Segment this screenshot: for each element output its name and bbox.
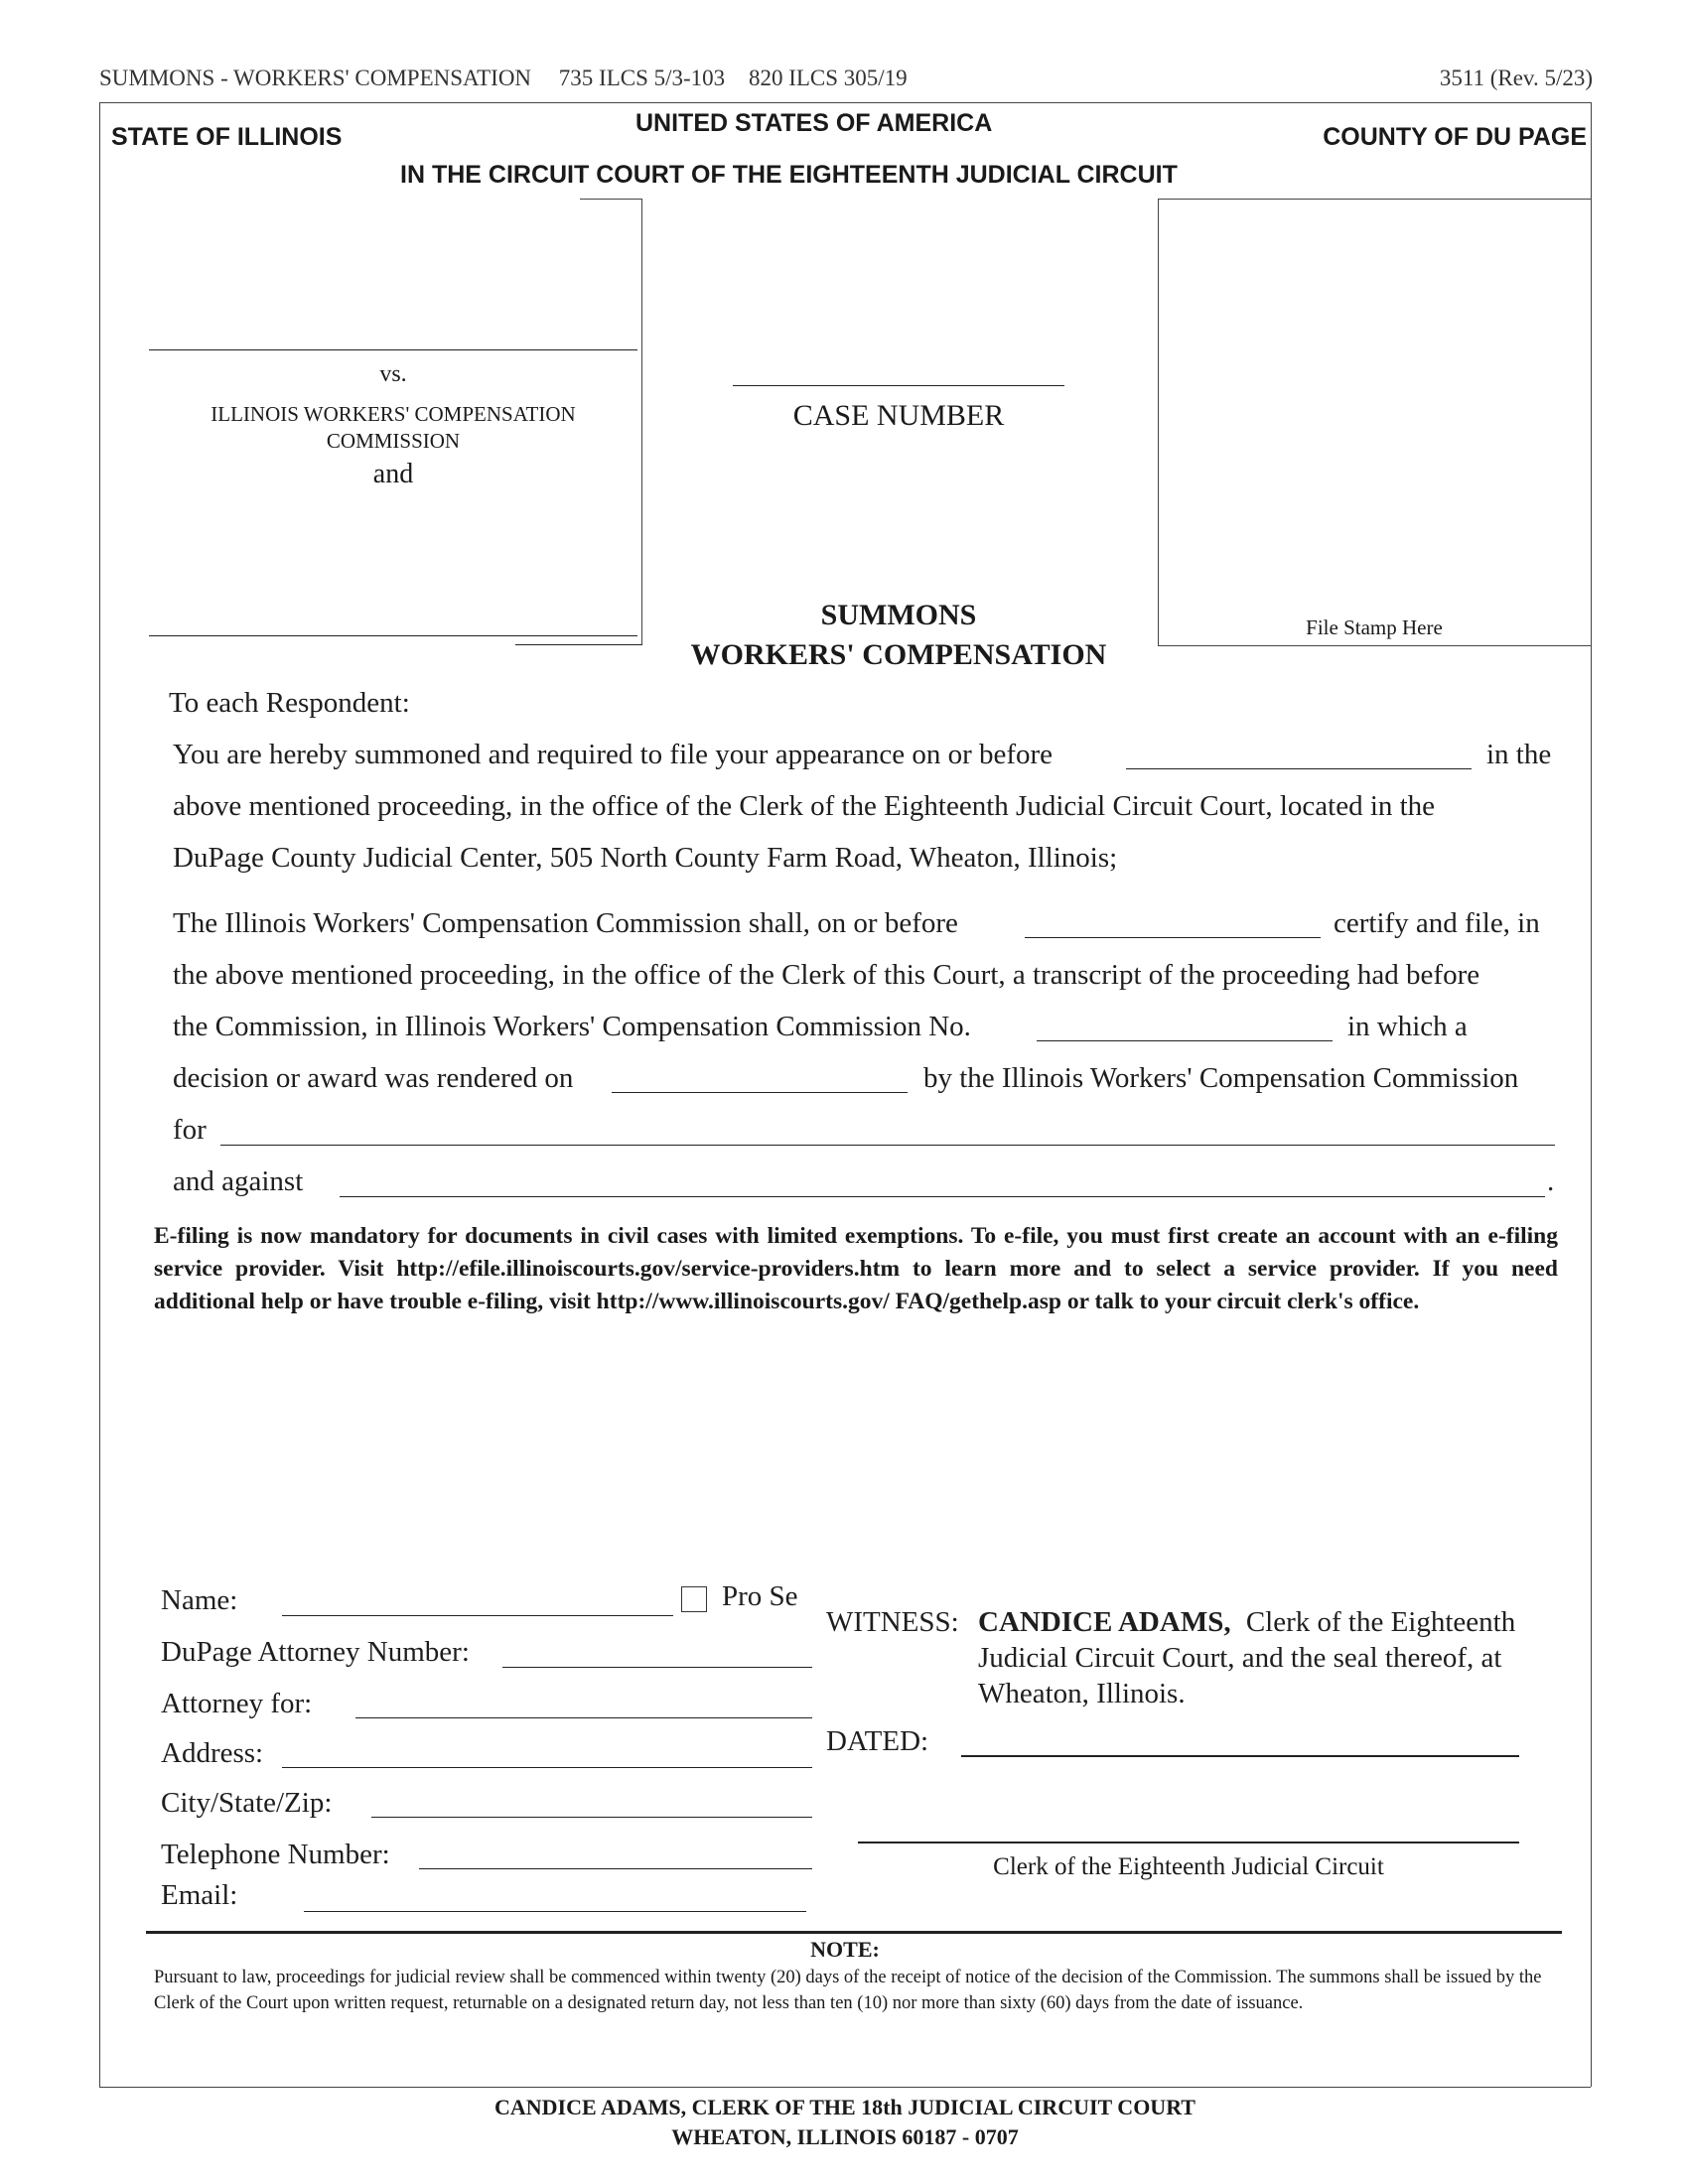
pro-se-label: Pro Se: [722, 1580, 798, 1612]
form-number: 3511 (Rev. 5/23): [1439, 66, 1593, 90]
telephone-field[interactable]: [419, 1839, 810, 1868]
country-heading: UNITED STATES OF AMERICA: [635, 109, 993, 137]
county-heading: COUNTY OF DU PAGE: [1323, 123, 1587, 151]
petitioner-line: [149, 349, 637, 350]
decision-text: decision or award was rendered on: [173, 1062, 574, 1094]
email-line: [304, 1911, 806, 1912]
commission-text-line-2: the above mentioned proceeding, in the office of the Clerk of this Court, a transcript of the proceeding had before: [173, 959, 1480, 991]
co-respondent-line: [149, 635, 637, 636]
summons-subtitle: WORKERS' COMPENSATION: [690, 638, 1107, 671]
petitioner-field[interactable]: [149, 316, 635, 345]
against-label: and against: [173, 1165, 304, 1197]
for-party-line: [220, 1145, 1555, 1146]
decision-date-field[interactable]: [612, 1060, 906, 1090]
city-state-zip-label: City/State/Zip:: [161, 1787, 333, 1819]
appearance-text-end: in the: [1486, 739, 1552, 770]
statute-reference: 735 ILCS 5/3-103: [558, 66, 726, 90]
form-title: SUMMONS - WORKERS' COMPENSATION: [99, 66, 532, 90]
clerk-name: CANDICE ADAMS,: [978, 1606, 1231, 1638]
city-state-zip-line: [371, 1817, 812, 1818]
state-heading: STATE OF ILLINOIS: [111, 123, 343, 151]
commission-text-end: certify and file, in: [1334, 907, 1540, 939]
dated-line: [961, 1755, 1519, 1757]
file-stamp-label: File Stamp Here: [1306, 615, 1443, 639]
for-party-field[interactable]: [220, 1114, 1553, 1144]
commission-text: The Illinois Workers' Compensation Commission shall, on or before: [173, 907, 958, 939]
frame-top: [99, 102, 1591, 103]
witness-line-3: Wheaton, Illinois.: [978, 1678, 1186, 1709]
witness-line-2: Judicial Circuit Court, and the seal thereof, at: [978, 1642, 1502, 1674]
dated-label: DATED:: [826, 1725, 929, 1757]
footer-clerk: CANDICE ADAMS, CLERK OF THE 18th JUDICIAL CIRCUIT COURT: [494, 2095, 1196, 2119]
vs-label: vs.: [379, 361, 407, 387]
appearance-text-line-2: above mentioned proceeding, in the office of the Clerk of the Eighteenth Judicial Circuit Court, located in the: [173, 790, 1436, 822]
attorney-for-line: [355, 1717, 812, 1718]
transcript-date-line: [1025, 937, 1321, 938]
respondent-name: [149, 401, 637, 455]
clerk-signature-field[interactable]: [858, 1807, 1517, 1837]
form-title-row: [99, 66, 908, 91]
telephone-line: [419, 1868, 812, 1869]
transcript-date-field[interactable]: [1025, 905, 1319, 935]
commission-number-line: [1037, 1040, 1333, 1041]
attorney-number-label: DuPage Attorney Number:: [161, 1636, 470, 1668]
appearance-text: You are hereby summoned and required to file your appearance on or before: [173, 739, 1054, 770]
pro-se-checkbox[interactable]: [681, 1586, 707, 1612]
email-label: Email:: [161, 1879, 238, 1911]
witness-label: WITNESS:: [826, 1606, 959, 1638]
case-number-line: [733, 385, 1064, 386]
against-period: .: [1547, 1165, 1555, 1197]
clerk-title: Clerk of the Eighteenth: [1245, 1606, 1516, 1638]
note-heading: NOTE:: [810, 1937, 880, 1962]
respondent-line-1: ILLINOIS WORKERS' COMPENSATION: [211, 402, 576, 426]
appearance-date-line: [1126, 768, 1472, 769]
attorney-number-field[interactable]: [502, 1636, 810, 1666]
commission-number-field[interactable]: [1037, 1009, 1331, 1038]
efiling-notice: E-filing is now mandatory for documents in civil cases with limited exemptions. To e-file, you must first create an account with an e-filing service provider. Visit http://efile.illinoiscourts.gov/service-providers.htm to learn more and to select a service provider. If you need additional help or have trouble e-filing, visit http://www.illinoiscourts.gov/ FAQ/gethelp.asp or talk to your circuit clerk's office.: [154, 1223, 1558, 1314]
against-party-line: [340, 1196, 1545, 1197]
statute-reference: 820 ILCS 305/19: [748, 66, 908, 90]
frame-left: [99, 102, 100, 2087]
telephone-label: Telephone Number:: [161, 1839, 390, 1870]
court-heading: IN THE CIRCUIT COURT OF THE EIGHTEENTH JUDICIAL CIRCUIT: [400, 161, 1178, 189]
decision-text-end: by the Illinois Workers' Compensation Commission: [923, 1062, 1519, 1094]
witness-line-1: [978, 1606, 1515, 1639]
against-party-field[interactable]: [340, 1165, 1543, 1195]
email-field[interactable]: [304, 1881, 804, 1911]
attorney-number-line: [502, 1667, 812, 1668]
address-label: Address:: [161, 1737, 264, 1769]
respondent-line-2: COMMISSION: [326, 429, 461, 453]
commission-number-text-end: in which a: [1347, 1011, 1468, 1042]
address-field[interactable]: [282, 1737, 810, 1767]
and-label: and: [372, 459, 414, 489]
appearance-date-field[interactable]: [1126, 737, 1470, 766]
decision-date-line: [612, 1092, 908, 1093]
caption-box-top-edge: [580, 199, 642, 200]
name-field[interactable]: [282, 1584, 671, 1614]
clerk-signature-line: [858, 1842, 1519, 1843]
caption-box-right-edge: [641, 199, 642, 645]
for-label: for: [173, 1114, 207, 1146]
summons-title: SUMMONS: [820, 599, 977, 631]
note-divider: [146, 1931, 1562, 1934]
address-line: [282, 1767, 812, 1768]
file-stamp-box: [1158, 199, 1591, 646]
frame-right: [1591, 102, 1592, 2087]
case-number-field[interactable]: [733, 351, 1064, 381]
case-number-label: CASE NUMBER: [792, 399, 1005, 432]
attorney-for-field[interactable]: [355, 1688, 810, 1717]
commission-number-text: the Commission, in Illinois Workers' Compensation Commission No.: [173, 1011, 971, 1042]
clerk-signature-caption: Clerk of the Eighteenth Judicial Circuit: [993, 1853, 1384, 1880]
city-state-zip-field[interactable]: [371, 1787, 810, 1817]
appearance-text-line-3: DuPage County Judicial Center, 505 North County Farm Road, Wheaton, Illinois;: [173, 842, 1118, 874]
name-label: Name:: [161, 1584, 238, 1616]
footer-address: WHEATON, ILLINOIS 60187 - 0707: [671, 2124, 1019, 2149]
frame-bottom: [99, 2087, 1591, 2088]
attorney-for-label: Attorney for:: [161, 1688, 313, 1719]
co-respondent-field[interactable]: [149, 602, 635, 631]
note-text: Pursuant to law, proceedings for judicial review shall be commenced within twenty (20) days of the receipt of notice of the decision of the Commission. The summons shall be issued by the Clerk of the Court upon written request, returnable on a designated return day, not less than ten (10) nor more than sixty (60) days from the date of issuance.: [154, 1968, 1542, 2013]
name-line: [282, 1615, 673, 1616]
dated-field[interactable]: [961, 1722, 1517, 1752]
salutation: To each Respondent:: [169, 687, 410, 719]
